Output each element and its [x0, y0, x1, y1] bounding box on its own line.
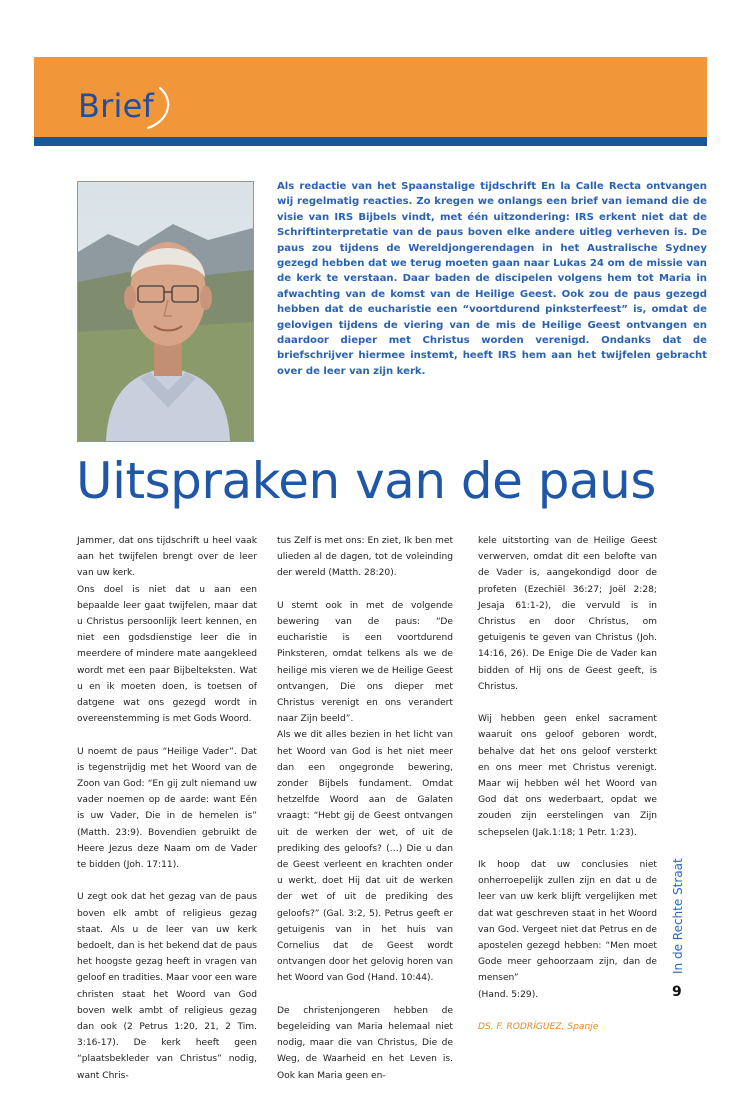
body-paragraph: tus Zelf is met ons: En ziet, Ik ben met ulieden al de dagen, tot de voleinding der wereld (Matth. 28:20). [277, 536, 454, 579]
body-paragraph: U zegt ook dat het gezag van de paus boven elk ambt of religieus gezag staat. Als u de leer van uw kerk bedoelt, dan is het bekend dat de paus het hoogste gezag heeft in vragen van geloof en tradities. Maar voor een ware christen staat het Woord van God boven welk ambt of religieus gezag dan ook (2 Petrus 1:20, 21, 2 Tim. 3:16-17). De kerk heeft geen “plaatsbekleder van Christus” nodig, want Chris- [77, 892, 257, 1081]
body-paragraph: kele uitstorting van de Heilige Geest verwerven, omdat dit een belofte van de Vader is, aangekondigd door de profeten (Ezechiël 36:27; Joël 2:28; Jesaja 61:1-2), die vervuld is in Christus en door Christus, om getuigenis te geven van Christus (Joh. 14:16, 26). De Enige Die de Vader kan bidden of Hij ons de Geest geeft, is Christus. [478, 536, 657, 692]
author-photo [77, 181, 254, 442]
body-paragraph: Jammer, dat ons tijdschrift u heel vaak aan het twijfelen brengt over de leer van uw kerk. Ons doel is niet dat u aan een bepaalde leer gaat twijfelen, maar dat u Christus persoonlijk leert kennen, en niet een godsdienstige leer die in meerdere of mindere mate aangekleed wordt met een paar Bijbelteksten. Wat u en ik moeten doen, is toetsen of datgene wat ons gezegd wordt in overeenstemming is met Gods Woord. [77, 536, 257, 725]
section-label: Brief [78, 87, 154, 125]
body-paragraph: Ik hoop dat uw conclusies niet onherroepelijk zullen zijn en dat u de leer van uw kerk blijft vergelijken met dat wat geschreven staat in het Woord van God. Vergeet niet dat Petrus en de apostelen gezegd hebben: “Men moet Gode meer gehoorzaam zijn, dan de mensen” (Hand. 5:29). [478, 860, 657, 1000]
author-signature: DS. F. RODRÍGUEZ, Spanje [478, 1022, 599, 1033]
body-paragraph: De christenjongeren hebben de begeleiding van Maria helemaal niet nodig, maar die van Christus, Die de Weg, de Waarheid en het Leven is. Ook kan Maria geen en- [277, 1005, 453, 1081]
body-column-3 [478, 533, 657, 1035]
article-headline: Uitspraken van de paus [76, 452, 656, 510]
intro-paragraph: Als redactie van het Spaanstalige tijdschrift En la Calle Recta ontvangen wij regelmatig reacties. Zo kregen we onlangs een brief van iemand die de visie van IRS Bijbels vindt, met één uitzondering: IRS erkent niet dat de Schriftinterpretatie van de paus boven elke andere uitleg verheven is. De paus zou tijdens de Wereldjongerendagen in het Australische Sydney gezegd hebben dat we terug moeten gaan naar Lukas 24 om de missie van de kerk te verstaan. Daar baden de discipelen volgens hem tot Maria in afwachting van de komst van de Heilige Geest. Ook zou de paus gezegd hebben dat de eucharistie een “voortdurend pinksterfeest” is, omdat de gelovigen tijdens de viering van de mis de Heilige Geest ontvangen en daardoor dieper met Christus worden verenigd. Ondanks dat de briefschrijver hiermee instemt, heeft IRS hem aan het twijfelen gebracht over de leer van zijn kerk. [277, 181, 707, 377]
swoosh-icon [140, 86, 174, 132]
body-paragraph: U noemt de paus “Heilige Vader”. Dat is tegenstrijdig met het Woord van de Zoon van God: “En gij zult niemand uw vader noemen op de aarde: want Eén is uw Vader, Die in de hemelen is” (Matth. 23:9). Bovendien gebruikt de Heere Jezus deze Naam om de Vader te bidden (Joh. 17:11). [77, 746, 257, 871]
header-rule [34, 137, 707, 146]
magazine-name: In de Rechte Straat [671, 858, 685, 974]
page-number: 9 [672, 984, 682, 1000]
body-column-2 [277, 533, 453, 1100]
body-column-1 [77, 533, 257, 1100]
body-paragraph: Wij hebben geen enkel sacrament waaruit ons geloof geboren wordt, behalve dat het ons geloof versterkt en ons meer met Christus verenigt. Maar wij hebben wél het Woord van God dat ons wederbaart, opdat we zouden zijn eerstelingen van Zijn schepselen (Jak.1:18; 1 Petr. 1:23). [478, 714, 657, 838]
body-paragraph: U stemt ook in met de volgende bewering van de paus: “De eucharistie is een voortdurend Pinksteren, omdat telkens als we de heilige mis vieren we de Heilige Geest ontvangen, Die ons dieper met Christus verenigt en ons verandert naar Zijn beeld”. Als we dit alles bezien in het licht van het Woord van God is het niet meer dan een ongegronde bewering, zonder Bijbels fundament. Omdat hetzelfde Woord aan de Galaten vraagt: “Hebt gij de Geest ontvangen uit de werken der wet, of uit de prediking des geloofs? (…) Die u dan de Geest verleent en krachten onder u werkt, doet Hij dat uit de werken der wet of uit de prediking des geloofs?” (Gal. 3:2, 5). Petrus geeft er getuigenis van in het huis van Cornelius dat de Geest wordt ontvangen door het gelovig horen van het Woord van God (Hand. 10:44). [277, 600, 453, 984]
